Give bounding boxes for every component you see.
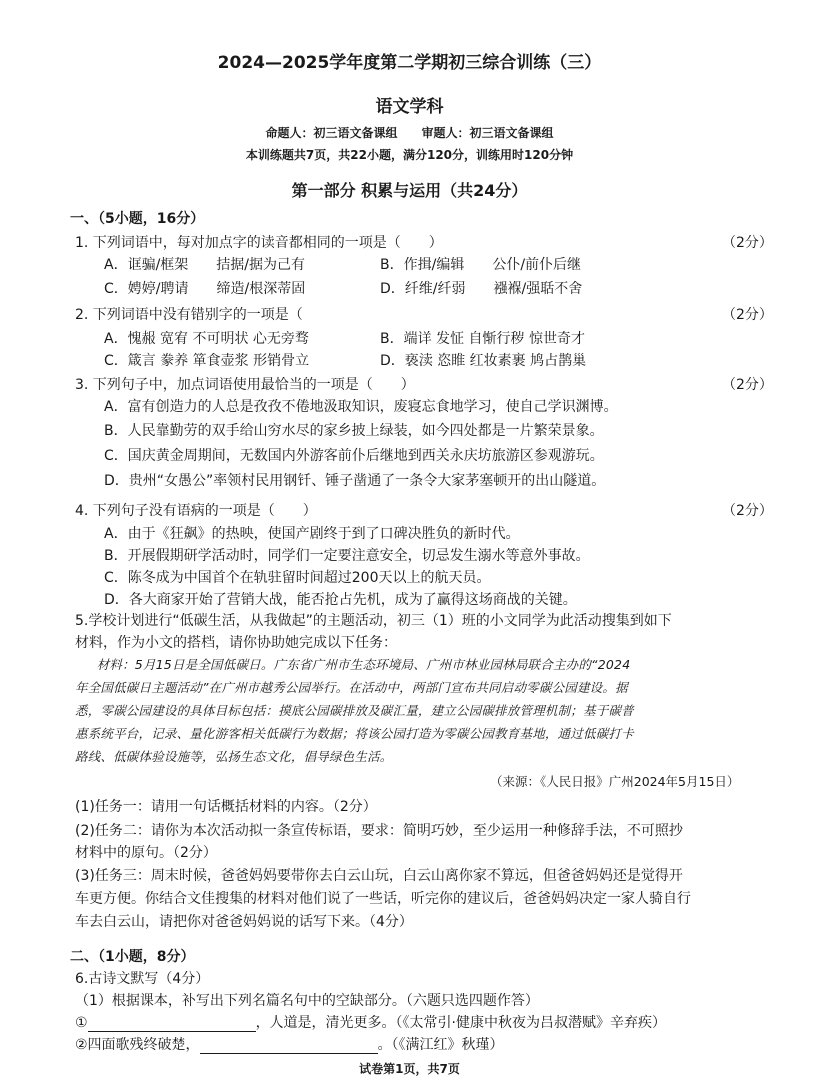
q3-option-d: D．贵州“女愚公”率领村民用钢钎、锤子凿通了一条令大家茅塞顿开的出山隧道。 (104, 473, 606, 489)
q5-material-line: 年全国低碳日主题活动”在广州市越秀公园举行。在活动中，两部门宣布共同启动零碳公园建设。据 (75, 680, 628, 695)
q2-option-a: A．愧赧 宽宥 不可明状 心无旁骛 (104, 331, 309, 347)
q5-task3-line2: 车更方便。你结合文佳搜集的材料对他们说了一些话，听完你的建议后，爸爸妈妈决定一家人骑自行 (75, 891, 691, 907)
q4-score: （2分） (722, 503, 773, 519)
q6-item1-number: ① (75, 1015, 88, 1031)
q5-material-line: 材料：5月15日是全国低碳日。广东省广州市生态环境局、广州市林业园林局联合主办的“2024 (84, 657, 631, 672)
q2-option-c: C．箴言 豢养 箪食壶浆 形销骨立 (104, 353, 310, 369)
q4-option-a: A．由于《狂飙》的热映，使国产剧终于到了口碑决胜负的新时代。 (104, 526, 520, 542)
q5-task2-line1: (2)任务二：请你为本次活动拟一条宣传标语，要求：简明巧妙，至少运用一种修辞手法，不可照抄 (75, 823, 683, 839)
q1-score: （2分） (722, 235, 773, 251)
q4-option-b: B．开展假期研学活动时，同学们一定要注意安全，切忌发生溺水等意外事故。 (104, 548, 590, 564)
q6-item1 (75, 1012, 666, 1032)
q5-material-line: 悉，零碳公园建设的具体目标包括：摸底公园碳排放及碳汇量，建立公园碳排放管理机制；基于碳普 (75, 703, 634, 718)
q6-item2-tail: 。（《满江红》秋瑾） (377, 1037, 504, 1053)
q1-stem: 1. 下列词语中，每对加点字的读音都相同的一项是（ ） (75, 235, 443, 251)
q4-stem: 4. 下列句子没有语病的一项是（ ） (75, 503, 317, 519)
q2-stem: 2. 下列词语中没有错别字的一项是（ (75, 307, 303, 323)
q5-task1: (1)任务一：请用一句话概括材料的内容。（2分） (75, 799, 377, 815)
q5-stem-line1: 5.学校计划进行“低碳生活，从我做起”的主题活动，初三（1）班的小文同学为此活动搜集到如下 (75, 613, 672, 629)
section1-heading: 一、（5小题，16分） (70, 211, 205, 227)
q3-score: （2分） (722, 377, 773, 393)
q5-material-line: 路线、低碳体验设施等，弘扬生态文化，倡导绿色生活。 (75, 749, 393, 764)
q6-item2-blank[interactable] (200, 1038, 378, 1054)
q2-option-d: D．亵渎 恣睢 红妆素裹 鸠占鹊巢 (380, 353, 587, 369)
q3-option-b: B．人民靠勤劳的双手给山穷水尽的家乡披上绿装，如今四处都是一片繁荣景象。 (104, 423, 604, 439)
authors-line: 命题人：初三语文备课组 审题人：初三语文备课组 (265, 126, 554, 140)
q5-task2-line2: 材料中的原句。（2分） (75, 845, 217, 861)
q4-option-d: D．各大商家开始了营销大战，能否抢占先机，成为了赢得这场商战的关键。 (104, 592, 577, 608)
q5-source: （来源：《人民日报》广州2024年5月15日） (490, 774, 740, 789)
part1-title: 第一部分 积累与运用（共24分） (291, 181, 528, 200)
q3-option-a: A．富有创造力的人总是孜孜不倦地汲取知识，废寝忘食地学习，使自己学识渊博。 (104, 399, 618, 415)
q6-stem: 6.古诗文默写（4分） (75, 971, 210, 987)
q3-option-c: C．国庆黄金周期间，无数国内外游客前仆后继地到西关永庆坊旅游区参观游玩。 (104, 448, 604, 464)
q1-option-c: C．娉婷/聘请 缔造/根深蒂固 (104, 281, 306, 297)
q1-option-d: D．纤维/纤弱 襁褓/强聒不舍 (380, 281, 583, 297)
exam-info-line: 本训练题共7页，共22小题，满分120分，训练用时120分钟 (245, 148, 574, 162)
subject-title: 语文学科 (375, 97, 444, 117)
q6-item2 (75, 1034, 504, 1054)
q6-sub1: （1）根据课本，补写出下列名篇名句中的空缺部分。（六题只选四题作答） (75, 993, 539, 1009)
q6-item1-text: ，人道是，清光更多。（《太常引·健康中秋夜为吕叔潜赋》辛弃疾） (255, 1015, 667, 1031)
exam-title: 2024—2025学年度第二学期初三综合训练（三） (217, 53, 602, 73)
q4-option-c: C．陈冬成为中国首个在轨驻留时间超过200天以上的航天员。 (104, 570, 491, 586)
q5-material-line: 惠系统平台，记录、量化游客相关低碳行为数据；将该公园打造为零碳公园教育基地，通过低碳打卡 (75, 726, 634, 741)
page-footer: 试卷第1页，共7页 (359, 1062, 460, 1076)
q2-option-b: B．端详 发怔 自惭行秽 惊世奇才 (380, 331, 585, 347)
q6-item1-blank[interactable] (88, 1016, 256, 1032)
q6-item2-text: ②四面歌残终破楚， (75, 1037, 200, 1053)
q3-stem: 3. 下列句子中，加点词语使用最恰当的一项是（ ） (75, 377, 415, 393)
q1-option-b: B．作揖/编辑 公仆/前仆后继 (380, 257, 582, 273)
q5-stem-line2: 材料，作为小文的搭档，请你协助她完成以下任务： (75, 635, 397, 651)
q2-score: （2分） (722, 307, 773, 323)
q5-task3-line1: (3)任务三：周末时候，爸爸妈妈要带你去白云山玩，白云山离你家不算远，但爸爸妈妈还是觉得开 (75, 868, 683, 884)
section2-heading: 二、（1小题，8分） (70, 949, 195, 965)
q1-option-a: A．诓骗/框架 拮据/据为己有 (104, 257, 306, 273)
q5-task3-line3: 车去白云山，请把你对爸爸妈妈说的话写下来。（4分） (75, 914, 413, 930)
